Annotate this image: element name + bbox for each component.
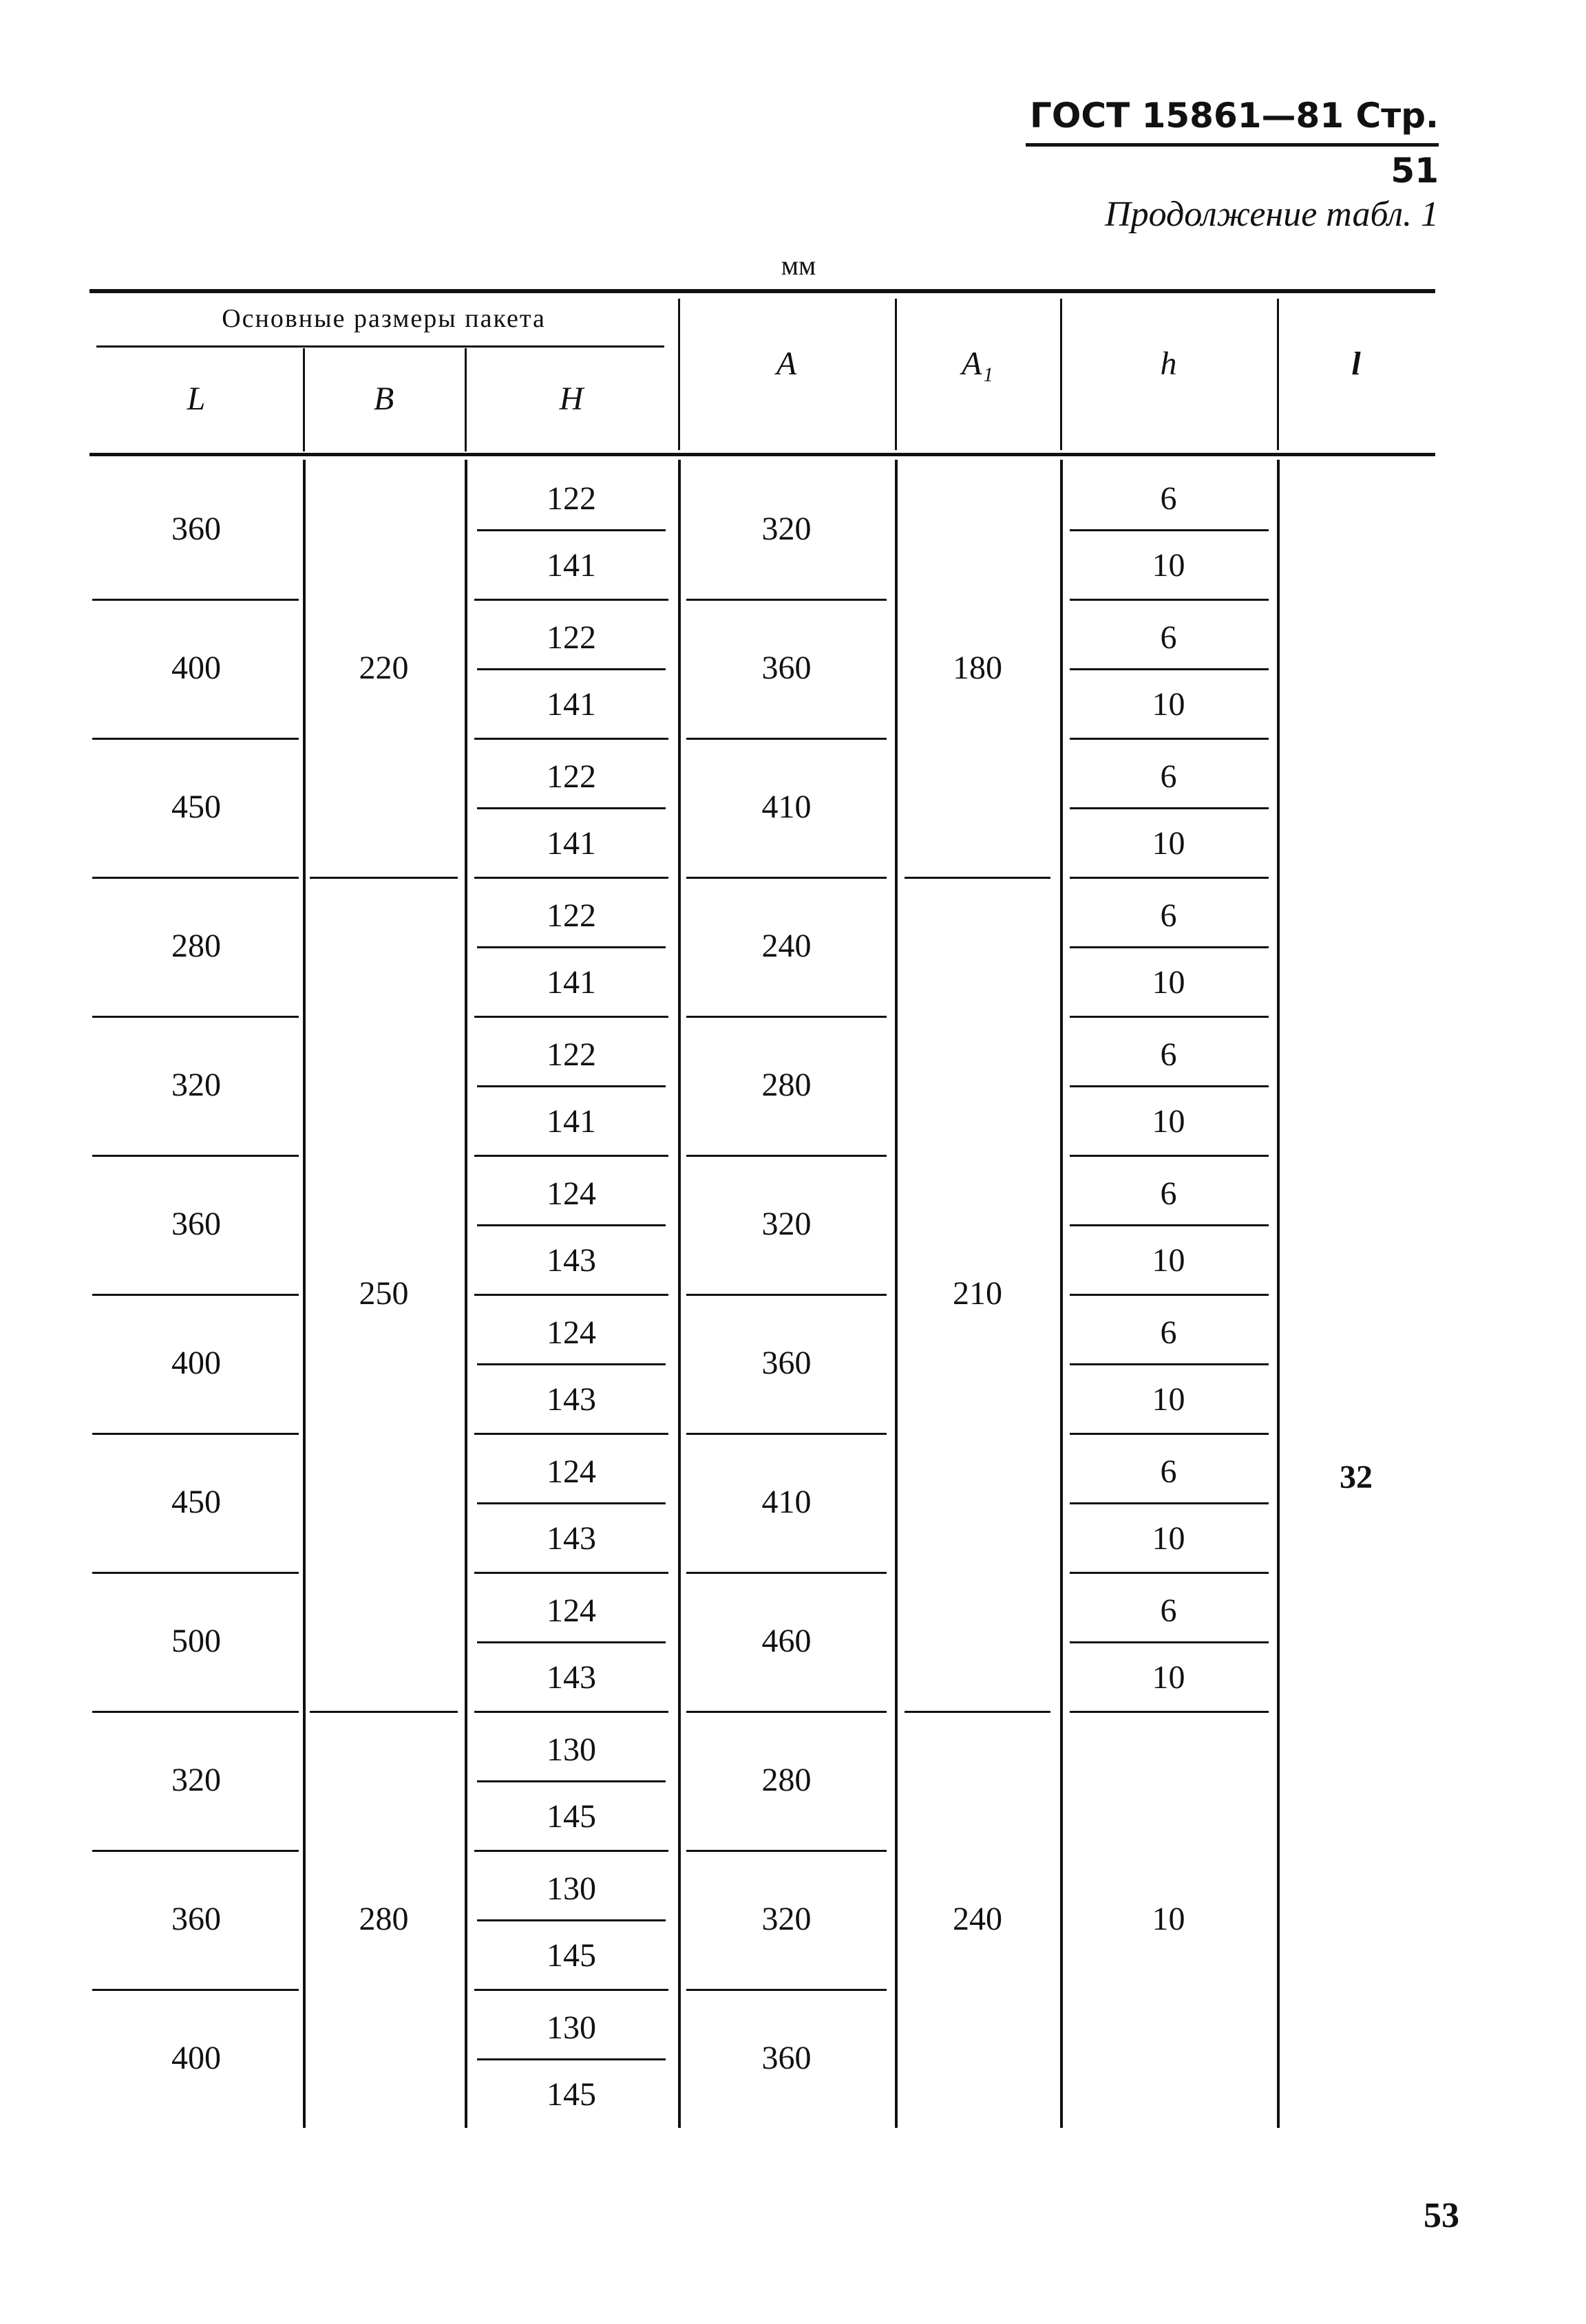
cell-l: 280 — [171, 928, 221, 964]
cell-h-small: 6 — [1160, 1592, 1177, 1629]
header-vline — [465, 348, 467, 451]
h-small-subrow-rule — [1070, 1502, 1269, 1504]
cell-l-small: 32 — [1340, 1458, 1373, 1495]
column-header-h: H — [559, 381, 584, 417]
column-header-h-small: h — [1160, 345, 1177, 382]
cell-a: 240 — [761, 928, 812, 964]
cell-h: 122 — [547, 897, 596, 934]
h-small-subrow-rule — [1070, 1085, 1269, 1087]
group-header-label: Основные размеры пакета — [222, 304, 546, 333]
row-rule-l — [92, 1572, 299, 1574]
row-rule-h — [474, 738, 668, 740]
column-header-b: B — [373, 381, 394, 417]
row-rule-h — [474, 1989, 668, 1991]
h-subrow-rule — [477, 1085, 666, 1087]
row-rule-l — [92, 1155, 299, 1157]
cell-a: 320 — [761, 511, 812, 547]
cell-h-small: 6 — [1160, 1314, 1177, 1351]
cell-h: 141 — [547, 963, 596, 1001]
cell-l: 360 — [171, 1206, 221, 1242]
cell-h-small: 6 — [1160, 1036, 1177, 1073]
h-small-subrow-rule — [1070, 668, 1269, 670]
group-header-rule — [96, 345, 664, 348]
row-rule-h-small — [1070, 1155, 1269, 1157]
row-rule-h — [474, 1433, 668, 1435]
cell-a: 460 — [761, 1623, 812, 1659]
row-rule-h-small — [1070, 877, 1269, 879]
row-rule-h — [474, 1711, 668, 1713]
cell-h: 130 — [547, 2009, 596, 2046]
cell-h-small: 6 — [1160, 480, 1177, 517]
cell-h: 141 — [547, 824, 596, 862]
cell-h: 124 — [547, 1314, 596, 1351]
row-rule-a — [686, 1711, 887, 1713]
cell-h-small: 10 — [1152, 685, 1185, 723]
group-rule-b — [310, 1711, 458, 1713]
cell-a: 410 — [761, 1484, 812, 1520]
h-subrow-rule — [477, 1780, 666, 1782]
h-subrow-rule — [477, 668, 666, 670]
row-rule-a — [686, 1294, 887, 1296]
h-small-subrow-rule — [1070, 946, 1269, 948]
cell-h: 141 — [547, 546, 596, 584]
body-vline — [1277, 460, 1280, 2128]
row-rule-h — [474, 877, 668, 879]
cell-l: 500 — [171, 1623, 221, 1659]
h-subrow-rule — [477, 1919, 666, 1921]
row-rule-l — [92, 1850, 299, 1852]
cell-h-small: 10 — [1152, 1241, 1185, 1279]
cell-a: 360 — [761, 2040, 812, 2076]
cell-l: 320 — [171, 1067, 221, 1103]
cell-h: 145 — [547, 1937, 596, 1974]
h-subrow-rule — [477, 1363, 666, 1365]
cell-h: 143 — [547, 1241, 596, 1279]
body-vline — [678, 460, 681, 2128]
cell-h: 122 — [547, 1036, 596, 1073]
h-subrow-rule — [477, 1502, 666, 1504]
row-rule-h-small — [1070, 1572, 1269, 1574]
cell-a1: 210 — [953, 1275, 1002, 1312]
row-rule-a — [686, 1850, 887, 1852]
cell-h: 124 — [547, 1453, 596, 1490]
cell-b: 250 — [359, 1275, 409, 1312]
cell-h: 130 — [547, 1731, 596, 1768]
row-rule-a — [686, 599, 887, 601]
row-rule-h — [474, 599, 668, 601]
header-vline — [1060, 299, 1062, 450]
cell-l: 450 — [171, 789, 221, 825]
row-rule-h — [474, 1016, 668, 1018]
group-rule-a1 — [905, 1711, 1050, 1713]
row-rule-h — [474, 1850, 668, 1852]
cell-a: 280 — [761, 1067, 812, 1103]
row-rule-l — [92, 1016, 299, 1018]
cell-h: 124 — [547, 1592, 596, 1629]
row-rule-a — [686, 1016, 887, 1018]
header-bottom-rule — [89, 453, 1435, 456]
cell-h-small: 10 — [1152, 1659, 1185, 1696]
row-rule-l — [92, 738, 299, 740]
units-label: мм — [781, 250, 816, 281]
row-rule-h-small — [1070, 1433, 1269, 1435]
cell-l: 360 — [171, 511, 221, 547]
h-small-subrow-rule — [1070, 1224, 1269, 1226]
cell-l: 360 — [171, 1901, 221, 1937]
cell-h-small: 10 — [1152, 824, 1185, 862]
h-subrow-rule — [477, 807, 666, 809]
h-subrow-rule — [477, 1641, 666, 1643]
group-rule-b — [310, 877, 458, 879]
cell-l: 400 — [171, 2040, 221, 2076]
header-vline — [303, 348, 305, 451]
h-small-subrow-rule — [1070, 529, 1269, 531]
row-rule-h-small — [1070, 1016, 1269, 1018]
cell-h: 141 — [547, 685, 596, 723]
row-rule-l — [92, 1989, 299, 1991]
page-number: 53 — [1424, 2196, 1459, 2235]
cell-h-small: 10 — [1152, 1102, 1185, 1140]
cell-h: 141 — [547, 1102, 596, 1140]
h-subrow-rule — [477, 2058, 666, 2060]
column-header-l: L — [187, 381, 206, 417]
cell-a: 410 — [761, 789, 812, 825]
cell-l: 450 — [171, 1484, 221, 1520]
cell-a1: 240 — [953, 1901, 1002, 1937]
row-rule-l — [92, 599, 299, 601]
row-rule-l — [92, 1294, 299, 1296]
cell-h-small: 10 — [1152, 1520, 1185, 1557]
cell-h-small: 10 — [1152, 546, 1185, 584]
cell-b: 280 — [359, 1901, 409, 1937]
cell-h: 122 — [547, 619, 596, 656]
cell-h-small: 6 — [1160, 758, 1177, 795]
cell-a: 320 — [761, 1206, 812, 1242]
row-rule-l — [92, 877, 299, 879]
cell-h: 122 — [547, 480, 596, 517]
cell-h: 130 — [547, 1870, 596, 1907]
group-rule-a1 — [905, 877, 1050, 879]
cell-h-small-merged: 10 — [1152, 1901, 1185, 1937]
row-rule-a — [686, 1572, 887, 1574]
cell-h-small: 10 — [1152, 1380, 1185, 1418]
page-header: ГОСТ 15861—81 Стр. 51 — [1026, 88, 1439, 147]
cell-h: 143 — [547, 1380, 596, 1418]
header-vline — [1277, 299, 1279, 450]
cell-h-small: 6 — [1160, 1453, 1177, 1490]
table-top-rule — [89, 289, 1435, 293]
row-rule-a — [686, 1989, 887, 1991]
row-rule-h — [474, 1155, 668, 1157]
cell-a: 280 — [761, 1762, 812, 1798]
cell-a: 360 — [761, 650, 812, 686]
row-rule-h-small — [1070, 738, 1269, 740]
column-header-l-small: l — [1351, 345, 1361, 382]
h-small-subrow-rule — [1070, 1641, 1269, 1643]
cell-h-small: 6 — [1160, 619, 1177, 656]
row-rule-l — [92, 1711, 299, 1713]
table-continuation-title: Продолжение табл. 1 — [1105, 195, 1439, 234]
cell-l: 400 — [171, 1345, 221, 1381]
row-rule-h — [474, 1294, 668, 1296]
cell-h-small: 10 — [1152, 963, 1185, 1001]
cell-h-small: 6 — [1160, 1175, 1177, 1212]
row-rule-a — [686, 1433, 887, 1435]
column-header-a1: A₁ — [961, 345, 993, 382]
h-subrow-rule — [477, 1224, 666, 1226]
row-rule-h — [474, 1572, 668, 1574]
row-rule-h-small — [1070, 1294, 1269, 1296]
h-subrow-rule — [477, 529, 666, 531]
cell-h: 122 — [547, 758, 596, 795]
h-small-subrow-rule — [1070, 807, 1269, 809]
row-rule-a — [686, 738, 887, 740]
cell-l: 400 — [171, 650, 221, 686]
h-small-subrow-rule — [1070, 1363, 1269, 1365]
cell-b: 220 — [359, 650, 409, 686]
cell-h: 124 — [547, 1175, 596, 1212]
row-rule-h-small — [1070, 1711, 1269, 1713]
cell-h: 143 — [547, 1659, 596, 1696]
cell-a1: 180 — [953, 650, 1002, 686]
cell-h: 143 — [547, 1520, 596, 1557]
row-rule-a — [686, 1155, 887, 1157]
header-vline — [678, 299, 680, 450]
cell-l: 320 — [171, 1762, 221, 1798]
row-rule-l — [92, 1433, 299, 1435]
cell-a: 360 — [761, 1345, 812, 1381]
cell-h: 145 — [547, 2076, 596, 2113]
h-subrow-rule — [477, 946, 666, 948]
cell-a: 320 — [761, 1901, 812, 1937]
header-vline — [895, 299, 897, 450]
row-rule-h-small — [1070, 599, 1269, 601]
column-header-a: A — [776, 345, 797, 382]
cell-h: 145 — [547, 1798, 596, 1835]
row-rule-a — [686, 877, 887, 879]
cell-h-small: 6 — [1160, 897, 1177, 934]
